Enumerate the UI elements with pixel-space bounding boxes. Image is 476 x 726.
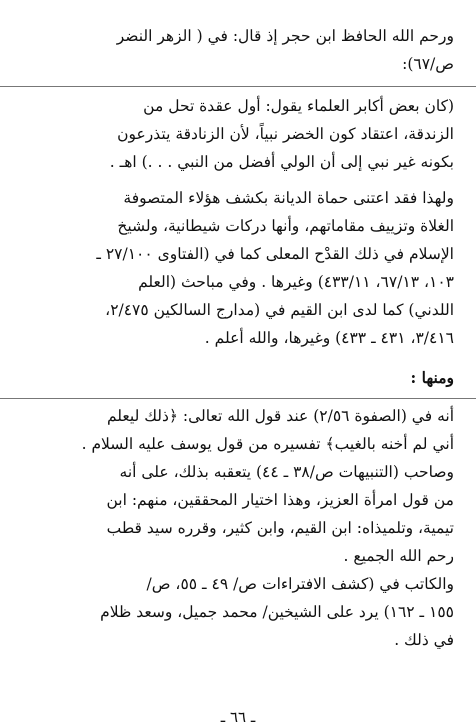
- text-line: (كان بعض أكابر العلماء يقول: أول عقدة تحل من: [143, 97, 454, 115]
- text-line: تيمية، وتلميذاه: ابن القيم، وابن كثير، وقرره سيد قطب: [106, 519, 454, 537]
- separator-line: [0, 86, 476, 87]
- text-line: الغلاة وتزييف مقاماتهم، وأنها دركات شيطانية، ولشيخ: [117, 217, 454, 235]
- paragraph-discussion: [28, 402, 454, 654]
- text-line: ولهذا فقد اعتنى حماة الديانة بكشف هؤلاء المتصوفة: [123, 189, 454, 207]
- text-line: أني لم أخنه بالغيب﴾ تفسيره من قول يوسف عليه السلام .: [81, 435, 454, 453]
- paragraph-quote: [28, 92, 454, 176]
- text-line: ورحم الله الحافظ ابن حجر إذ قال: في ( الزهر النضر: [116, 27, 454, 45]
- text-line: الإسلام في ذلك القدْح المعلى كما في (الفتاوى ٢٧/١٠٠ ـ: [96, 245, 454, 263]
- text-line: أنه في (الصفوة ٢/٥٦) عند قول الله تعالى: ﴿ذلك ليعلم: [106, 407, 454, 425]
- text-line: من قول امرأة العزيز، وهذا اختيار المحققين، منهم: ابن: [106, 491, 454, 509]
- paragraph-body: [28, 184, 454, 352]
- text-line: ٣/٤١٦، ٤٣١ ـ ٤٣٣) وغيرها، والله أعلم .: [204, 329, 454, 347]
- section-heading: [28, 364, 454, 392]
- heading-line: ومنها :: [410, 368, 454, 387]
- page-number: ـ ٦٦ ـ: [220, 708, 256, 726]
- separator-line: [0, 398, 476, 399]
- text-line: وصاحب (التنبيهات ص/٣٨ ـ ٤٤) يتعقبه بذلك، على أنه: [119, 463, 454, 481]
- text-line: في ذلك .: [394, 631, 454, 649]
- text-line: ١٥٥ ـ ١٦٢) يرد على الشيخين/ محمد جميل، وسعد ظلام: [100, 603, 454, 621]
- text-line: ١٠٣، ٦٧/١٣، ٤٣٣/١١) وغيرها . وفي مباحث (العلم: [138, 273, 454, 291]
- text-line: اللدني) كما لدى ابن القيم في (مدارج السالكين ٢/٤٧٥،: [105, 301, 454, 319]
- text-line: الزندقة، اعتقاد كون الخضر نبياً، لأن الزنادقة يتذرعون: [117, 125, 454, 143]
- text-line: بكونه غير نبي إلى أن الولي أفضل من النبي . . .) اهـ .: [109, 153, 454, 171]
- text-line: ص/٦٧):: [402, 55, 454, 73]
- text-line: رحم الله الجميع .: [343, 547, 454, 565]
- paragraph-intro: [28, 22, 454, 78]
- text-line: والكاتب في (كشف الافتراءات ص/ ٤٩ ـ ٥٥، ص/: [146, 575, 454, 593]
